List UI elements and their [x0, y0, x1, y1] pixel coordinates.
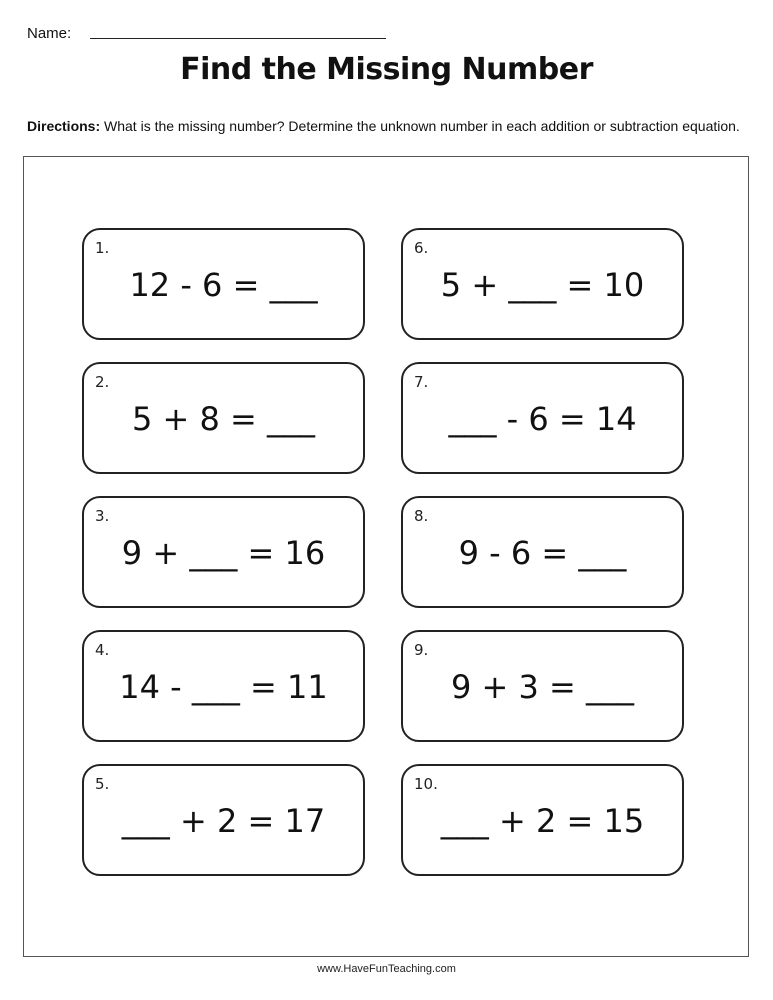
- name-label: [27, 22, 71, 42]
- directions-label: Directions:: [27, 118, 101, 134]
- problem-number: 1.: [95, 239, 110, 257]
- problem-equation: 14 - ___ = 11: [119, 668, 328, 706]
- problem-card-4: [82, 630, 365, 742]
- problem-equation: 12 - 6 = ___: [129, 266, 318, 304]
- problem-number: 2.: [95, 373, 110, 391]
- problem-equation: ___ + 2 = 15: [440, 802, 645, 840]
- problem-equation: 9 - 6 = ___: [458, 534, 627, 572]
- problem-equation: ___ - 6 = 14: [448, 400, 637, 438]
- directions: [27, 117, 747, 135]
- problem-equation: ___ + 2 = 17: [121, 802, 326, 840]
- problem-number: 6.: [414, 239, 429, 257]
- directions-text: What is the missing number? Determine the unknown number in each addition or subtraction equation.: [100, 118, 740, 134]
- problem-number: 7.: [414, 373, 429, 391]
- problem-card-1: [82, 228, 365, 340]
- problem-number: 5.: [95, 775, 110, 793]
- problem-equation: 9 + ___ = 16: [121, 534, 326, 572]
- problem-number: 4.: [95, 641, 110, 659]
- problem-equation: 5 + ___ = 10: [440, 266, 645, 304]
- problem-number: 10.: [414, 775, 438, 793]
- problem-number: 9.: [414, 641, 429, 659]
- problem-card-9: [401, 630, 684, 742]
- page-title: Find the Missing Number: [180, 52, 593, 87]
- problem-card-7: [401, 362, 684, 474]
- problem-card-10: [401, 764, 684, 876]
- problem-card-8: [401, 496, 684, 608]
- problem-number: 8.: [414, 507, 429, 525]
- problem-number: 3.: [95, 507, 110, 525]
- name-label-text: Name:: [27, 25, 72, 42]
- problem-card-6: [401, 228, 684, 340]
- problem-card-2: [82, 362, 365, 474]
- problem-card-3: [82, 496, 365, 608]
- problem-equation: 5 + 8 = ___: [131, 400, 316, 438]
- footer-website: www.HaveFunTeaching.com: [317, 963, 456, 975]
- problem-card-5: [82, 764, 365, 876]
- problem-equation: 9 + 3 = ___: [450, 668, 635, 706]
- name-field-line[interactable]: [90, 38, 386, 39]
